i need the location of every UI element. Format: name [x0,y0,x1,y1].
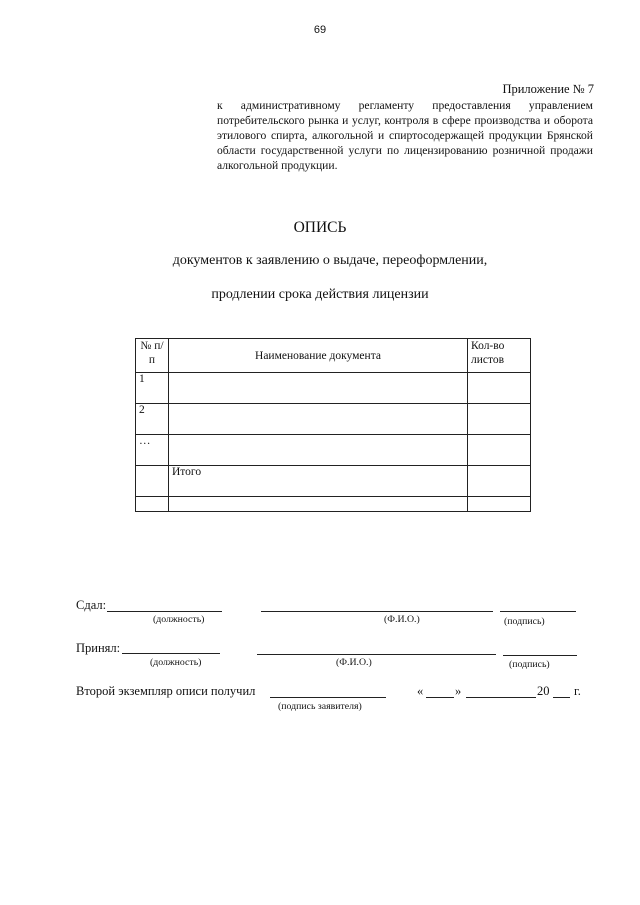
appendix-title: Приложение № 7 [502,82,594,96]
received-fio-line [257,654,496,655]
row-number: … [136,435,169,466]
document-subtitle-line-1: документов к заявлению о выдаче, переоформлении, [172,253,488,268]
row-sheet-count [468,435,531,466]
row-total-label: Итого [169,466,468,497]
page-number: 69 [313,24,327,36]
date-year-line [553,697,570,698]
applicant-signature-line [270,697,386,698]
date-day-line [426,697,454,698]
table-row-total [136,466,531,497]
date-year-prefix: 20 [537,684,550,698]
date-quote-close: » [455,684,462,698]
row-number: 1 [136,373,169,404]
row-sheet-count [468,404,531,435]
row-document-name [169,373,468,404]
handed-signature-caption: (подпись) [504,616,545,627]
appendix-text: к административному регламенту предоставления управлением потребительского рынка и услуг, контроля в сфере производства и оборота этилового спирта, алкогольной и спиртосодержащей продукции Брянской области государственной услуги по лицензированию розничной продажи алкогольной продукции. [217,99,593,172]
date-year-suffix: г. [574,684,581,698]
row-number: 2 [136,404,169,435]
table-row [136,404,531,435]
table-header-row [136,339,531,373]
date-month-line [466,697,536,698]
applicant-signature-caption: (подпись заявителя) [278,701,362,712]
received-label: Принял: [76,641,121,655]
handed-fio-line [261,611,493,612]
row-number [136,466,169,497]
row-sheet-count [468,466,531,497]
header-document-name: Наименование документа [169,339,468,373]
documents-table [135,338,531,512]
row-sheet-count [468,373,531,404]
received-signature-caption: (подпись) [509,659,550,670]
received-position-caption: (должность) [150,657,202,668]
handed-signature-line [500,611,576,612]
table-row [136,373,531,404]
handed-label: Сдал: [76,598,107,612]
header-number: № п/п [136,339,169,373]
received-fio-caption: (Ф.И.О.) [336,657,372,668]
document-subtitle-line-2: продлении срока действия лицензии [211,287,429,302]
received-position-line [122,653,220,654]
row-document-name [169,435,468,466]
header-sheet-count: Кол-во листов [468,339,531,373]
table-row [136,435,531,466]
second-copy-label: Второй экземпляр описи получил [76,684,256,698]
row-document-name [169,404,468,435]
document-title: ОПИСЬ [293,219,347,236]
table-row [136,497,531,512]
row-sheet-count [468,497,531,512]
row-document-name [169,497,468,512]
handed-fio-caption: (Ф.И.О.) [384,614,420,625]
handed-position-caption: (должность) [153,614,205,625]
received-signature-line [503,655,577,656]
date-quote-open: « [417,684,424,698]
row-number [136,497,169,512]
handed-position-line [107,611,222,612]
